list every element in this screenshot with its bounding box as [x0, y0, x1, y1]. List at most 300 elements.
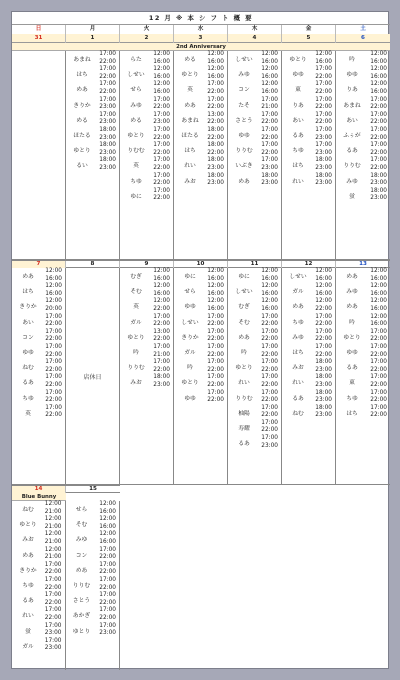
- shift-entry: [12, 298, 65, 313]
- staff-name: そむ: [238, 319, 250, 326]
- shift-end-time: 22:00: [99, 569, 116, 576]
- shift-end-time: 22:00: [370, 119, 387, 126]
- shift-times: [152, 173, 173, 188]
- staff-name: りりむ: [127, 365, 145, 372]
- staff-name: きりか: [19, 304, 37, 311]
- staff-name: ちゆ: [292, 319, 304, 326]
- shift-start-time: 17:00: [261, 157, 278, 164]
- shift-end-time: 22:00: [261, 397, 278, 404]
- shift-start-time: 17:00: [99, 607, 116, 614]
- staff-name: 吟: [187, 365, 193, 372]
- shift-end-time: 23:00: [315, 366, 332, 373]
- shift-times: [98, 592, 120, 607]
- shift-entry: [120, 298, 173, 313]
- staff-name: ゆゆ: [346, 350, 358, 357]
- shift-entry: [12, 359, 65, 374]
- shift-times: [368, 97, 390, 112]
- shift-times: [152, 188, 173, 203]
- shift-start-time: 17:00: [44, 637, 62, 644]
- staff-name: むぎ: [238, 304, 250, 311]
- shift-end-time: 22:00: [44, 614, 62, 621]
- shift-end-time: 16:00: [99, 523, 116, 530]
- shift-times: [260, 298, 281, 313]
- shift-end-time: 23:00: [99, 134, 116, 141]
- shift-entry: [228, 329, 281, 344]
- shift-times: [44, 501, 65, 516]
- staff-name: あかぎ: [72, 613, 91, 620]
- shift-times: [206, 344, 227, 359]
- shift-entry: [12, 623, 65, 638]
- day-cell: [228, 51, 282, 259]
- shift-entry: [336, 374, 390, 389]
- shift-entry: [228, 112, 281, 127]
- shift-start-time: 17:00: [99, 96, 116, 103]
- shift-end-time: 22:00: [153, 134, 170, 141]
- shift-times: [44, 283, 65, 298]
- shift-end-time: 22:00: [370, 381, 387, 388]
- shift-end-time: 22:00: [261, 149, 278, 156]
- shift-start-time: 17:00: [315, 142, 332, 149]
- shift-end-time: 16:00: [261, 88, 278, 95]
- shift-times: [98, 607, 120, 622]
- shift-start-time: 12:00: [261, 298, 278, 305]
- staff-name: みゆ: [346, 178, 358, 185]
- shift-start-time: 17:00: [153, 359, 170, 366]
- staff-name: めあ: [75, 567, 88, 574]
- shift-entry: [336, 298, 390, 313]
- staff-name: 蛍: [25, 628, 31, 635]
- shift-end-time: 22:00: [99, 599, 116, 606]
- shift-entry: [12, 607, 65, 622]
- staff-name: みゆ: [346, 289, 358, 296]
- shift-times: [98, 66, 119, 81]
- shift-start-time: 12:00: [153, 268, 170, 274]
- date-cell: 9: [120, 261, 174, 268]
- staff-name: れい: [292, 178, 304, 185]
- shift-end-time: 16:00: [315, 58, 332, 65]
- shift-times: [314, 142, 335, 157]
- shift-start-time: 17:00: [370, 96, 387, 103]
- shift-entry: [282, 405, 335, 420]
- shift-end-time: 22:00: [153, 180, 170, 187]
- shift-times: [44, 390, 65, 405]
- shift-times: [368, 81, 390, 96]
- shift-start-time: 12:00: [207, 268, 224, 274]
- shift-times: [206, 173, 227, 188]
- staff-name: ゆゆ: [346, 72, 358, 79]
- shift-start-time: 12:00: [99, 516, 116, 523]
- date-cell: 15: [89, 486, 97, 492]
- shift-start-time: 12:00: [153, 81, 170, 88]
- shift-entry: [120, 314, 173, 329]
- shift-start-time: 17:00: [153, 111, 170, 118]
- staff-name: るあ: [22, 598, 34, 605]
- shift-start-time: 17:00: [45, 359, 62, 366]
- shift-entry: [120, 188, 173, 203]
- shift-end-time: 22:00: [45, 336, 62, 343]
- shift-times: [368, 298, 390, 313]
- shift-end-time: 22:00: [44, 584, 62, 591]
- staff-name: みゆ: [292, 334, 304, 341]
- shift-start-time: 17:00: [207, 389, 224, 396]
- day-cell: [282, 268, 336, 484]
- shift-end-time: 22:00: [45, 366, 62, 373]
- shift-times: [314, 127, 335, 142]
- shift-start-time: 12:00: [45, 298, 62, 305]
- staff-name: れい: [292, 380, 304, 387]
- shift-start-time: 17:00: [261, 328, 278, 335]
- shift-times: [152, 97, 173, 112]
- shift-entry: [12, 547, 65, 562]
- shift-times: [260, 435, 281, 450]
- shift-end-time: 22:00: [153, 366, 170, 373]
- shift-end-time: 23:00: [315, 381, 332, 388]
- shift-start-time: 18:00: [99, 157, 116, 164]
- shift-times: [44, 638, 65, 653]
- shift-start-time: 17:00: [370, 142, 387, 149]
- shift-entry: [120, 374, 173, 389]
- shift-entry: [336, 405, 390, 420]
- shift-entry: [228, 142, 281, 157]
- shift-entry: [66, 531, 120, 546]
- staff-name: ゆゆ: [238, 133, 250, 140]
- staff-name: あい: [346, 117, 358, 124]
- shift-end-time: 22:00: [370, 134, 387, 141]
- shift-end-time: 16:00: [261, 58, 278, 65]
- shift-times: [314, 66, 335, 81]
- shift-times: [368, 188, 390, 203]
- shift-start-time: 13:00: [207, 111, 224, 118]
- shift-end-time: 22:00: [99, 614, 116, 621]
- shift-entry: [174, 81, 227, 96]
- shift-end-time: 16:00: [99, 508, 116, 515]
- staff-name: ゆとり: [289, 57, 307, 64]
- shift-end-time: 16:00: [153, 275, 170, 282]
- day-cell: [282, 51, 336, 259]
- shift-start-time: 12:00: [99, 501, 116, 507]
- shift-start-time: 13:00: [153, 328, 170, 335]
- shift-end-time: 22:00: [44, 599, 62, 606]
- shift-start-time: 12:00: [315, 298, 332, 305]
- day-cell: [228, 268, 282, 484]
- shift-times: [98, 142, 119, 157]
- shift-entry: [228, 127, 281, 142]
- staff-name: 東: [295, 87, 301, 94]
- date-cell: 7: [12, 261, 66, 268]
- shift-start-time: 17:00: [207, 313, 224, 320]
- shift-entry: [336, 314, 390, 329]
- shift-start-time: 17:00: [315, 111, 332, 118]
- staff-name: あまね: [343, 102, 361, 109]
- staff-name: コン: [22, 334, 34, 341]
- shift-start-time: 17:00: [44, 592, 62, 599]
- shift-start-time: 17:00: [153, 187, 170, 194]
- shift-end-time: 22:00: [261, 321, 278, 328]
- shift-entry: [12, 531, 65, 546]
- shift-start-time: 17:00: [153, 126, 170, 133]
- shift-entry: [174, 157, 227, 172]
- date-cell: 14: [12, 486, 66, 493]
- shift-times: [44, 268, 65, 283]
- shift-start-time: 12:00: [261, 268, 278, 274]
- shift-end-time: 16:00: [261, 73, 278, 80]
- shift-end-time: 22:00: [153, 164, 170, 171]
- staff-name: めあ: [22, 274, 34, 281]
- shift-end-time: 23:00: [315, 164, 332, 171]
- shift-entry: [12, 344, 65, 359]
- staff-name: めあ: [346, 274, 358, 281]
- shift-end-time: 22:00: [207, 88, 224, 95]
- shift-end-time: 22:00: [45, 351, 62, 358]
- shift-times: [152, 112, 173, 127]
- staff-name: ガル: [130, 319, 142, 326]
- shift-end-time: 16:00: [207, 290, 224, 297]
- event-banner-2nd-anniversary: 2nd Anniversary: [12, 43, 390, 51]
- staff-name: あまね: [181, 117, 199, 124]
- staff-name: りりむ: [72, 583, 91, 590]
- shift-start-time: 17:00: [44, 607, 62, 614]
- staff-name: るあ: [292, 395, 304, 402]
- shift-end-time: 23:00: [153, 381, 170, 388]
- staff-name: せら: [130, 87, 142, 94]
- shift-start-time: 12:00: [207, 298, 224, 305]
- day-cell: [174, 51, 228, 259]
- shift-end-time: 23:00: [315, 397, 332, 404]
- shift-start-time: 17:00: [45, 404, 62, 411]
- shift-end-time: 22:00: [153, 104, 170, 111]
- shift-start-time: 17:00: [153, 96, 170, 103]
- shift-start-time: 12:00: [44, 516, 62, 523]
- shift-end-time: 22:00: [315, 321, 332, 328]
- staff-name: めあ: [76, 87, 88, 94]
- date-cell: 1: [66, 34, 120, 43]
- staff-name: ねむ: [22, 507, 34, 514]
- staff-name: みゆ: [130, 102, 142, 109]
- shift-end-time: 16:00: [45, 290, 62, 297]
- staff-name: ねむ: [292, 410, 304, 417]
- shift-entry: [282, 51, 335, 66]
- day-cell: [336, 51, 390, 259]
- day-cell: [12, 51, 66, 259]
- shift-entry: [66, 501, 120, 516]
- shift-end-time: 22:00: [315, 305, 332, 312]
- shift-start-time: 17:00: [153, 313, 170, 320]
- shift-entry: [282, 283, 335, 298]
- shift-entry: [174, 173, 227, 188]
- shift-end-time: 22:00: [99, 554, 116, 561]
- shift-times: [260, 81, 281, 96]
- shift-start-time: 18:00: [315, 172, 332, 179]
- closed-label: 店休日: [83, 373, 102, 381]
- shift-start-time: 18:00: [370, 172, 387, 179]
- staff-name: ゆとり: [72, 628, 91, 635]
- shift-end-time: 16:00: [153, 290, 170, 297]
- shift-end-time: 22:00: [315, 336, 332, 343]
- shift-times: [368, 142, 390, 157]
- shift-end-time: 22:00: [207, 351, 224, 358]
- staff-name: さとう: [72, 598, 91, 605]
- shift-start-time: 17:00: [370, 111, 387, 118]
- day-cell: [12, 501, 66, 670]
- shift-entry: [228, 51, 281, 66]
- week2-dates: [12, 260, 390, 268]
- shift-start-time: 17:00: [261, 111, 278, 118]
- shift-end-time: 21:00: [44, 538, 62, 545]
- shift-entry: [120, 142, 173, 157]
- shift-entry: [174, 390, 227, 405]
- staff-name: 英: [187, 87, 193, 94]
- staff-name: ほたる: [73, 133, 91, 140]
- shift-start-time: 12:00: [153, 66, 170, 73]
- shift-times: [368, 359, 390, 374]
- shift-end-time: 22:00: [315, 119, 332, 126]
- shift-end-time: 16:00: [99, 538, 116, 545]
- shift-times: [314, 173, 335, 188]
- shift-times: [368, 344, 390, 359]
- staff-name: ゆゆ: [184, 395, 196, 402]
- shift-times: [152, 127, 173, 142]
- shift-start-time: 17:00: [261, 435, 278, 442]
- shift-start-time: 17:00: [370, 389, 387, 396]
- staff-name: ちゆ: [130, 178, 142, 185]
- shift-times: [98, 562, 120, 577]
- shift-entry: [228, 359, 281, 374]
- shift-end-time: 22:00: [370, 164, 387, 171]
- staff-name: はち: [346, 410, 358, 417]
- staff-name: るい: [76, 163, 88, 170]
- shift-times: [206, 127, 227, 142]
- week1-dates: [12, 34, 390, 43]
- shift-times: [368, 66, 390, 81]
- shift-times: [152, 329, 173, 344]
- shift-entry: [12, 405, 65, 420]
- shift-end-time: 22:00: [315, 104, 332, 111]
- shift-times: [152, 81, 173, 96]
- shift-entry: [174, 344, 227, 359]
- staff-name: ゆとり: [19, 522, 37, 529]
- shift-start-time: 12:00: [261, 51, 278, 57]
- staff-name: しせい: [235, 289, 253, 296]
- shift-end-time: 22:00: [370, 397, 387, 404]
- shift-end-time: 22:00: [207, 397, 224, 404]
- shift-start-time: 17:00: [261, 142, 278, 149]
- weekday-fri: 金: [282, 25, 336, 34]
- staff-name: めあ: [22, 552, 34, 559]
- shift-times: [44, 547, 65, 562]
- staff-name: めあ: [238, 178, 250, 185]
- shift-start-time: 18:00: [207, 142, 224, 149]
- shift-times: [368, 283, 390, 298]
- shift-start-time: 17:00: [45, 389, 62, 396]
- staff-name: ちゆ: [292, 148, 304, 155]
- staff-name: ゆゆ: [292, 72, 304, 79]
- shift-end-time: 23:00: [315, 149, 332, 156]
- staff-name: 吟: [133, 350, 139, 357]
- shift-end-time: 22:00: [153, 321, 170, 328]
- shift-times: [260, 359, 281, 374]
- staff-name: そむ: [130, 289, 142, 296]
- shift-end-time: 16:00: [153, 73, 170, 80]
- shift-times: [314, 112, 335, 127]
- shift-start-time: 17:00: [45, 313, 62, 320]
- shift-start-time: 17:00: [261, 126, 278, 133]
- shift-entry: [12, 390, 65, 405]
- shift-end-time: 22:00: [153, 149, 170, 156]
- staff-name: しせい: [289, 274, 307, 281]
- shift-entry: [66, 112, 119, 127]
- staff-name: ゆとり: [127, 334, 145, 341]
- shift-times: [314, 81, 335, 96]
- shift-end-time: 21:00: [44, 508, 62, 515]
- shift-times: [44, 531, 65, 546]
- staff-name: みお: [130, 380, 142, 387]
- shift-times: [368, 374, 390, 389]
- shift-start-time: 17:00: [207, 343, 224, 350]
- shift-entry: [120, 66, 173, 81]
- shift-start-time: 12:00: [261, 283, 278, 290]
- shift-entry: [282, 142, 335, 157]
- shift-entry: [120, 127, 173, 142]
- staff-name: きりか: [19, 567, 37, 574]
- shift-start-time: 17:00: [261, 404, 278, 411]
- day-cell: [336, 268, 390, 484]
- shift-times: [44, 562, 65, 577]
- shift-entry: [336, 188, 390, 203]
- shift-end-time: 22:00: [153, 336, 170, 343]
- shift-start-time: 12:00: [315, 283, 332, 290]
- shift-start-time: 17:00: [153, 172, 170, 179]
- shift-times: [206, 51, 227, 66]
- weekday-wed: 水: [174, 25, 228, 34]
- shift-entry: [120, 112, 173, 127]
- shift-times: [152, 374, 173, 389]
- shift-end-time: 22:00: [44, 569, 62, 576]
- date-cell: 12: [282, 261, 336, 268]
- shift-start-time: 12:00: [261, 66, 278, 73]
- shift-start-time: 18:00: [207, 126, 224, 133]
- staff-name: るあ: [238, 441, 250, 448]
- shift-start-time: 17:00: [370, 126, 387, 133]
- shift-end-time: 22:00: [207, 119, 224, 126]
- shift-end-time: 22:00: [207, 149, 224, 156]
- shift-start-time: 17:00: [99, 576, 116, 583]
- shift-times: [314, 51, 335, 66]
- shift-end-time: 22:00: [370, 104, 387, 111]
- shift-times: [152, 298, 173, 313]
- shift-end-time: 22:00: [207, 104, 224, 111]
- shift-end-time: 22:00: [99, 88, 116, 95]
- shift-times: [314, 314, 335, 329]
- shift-entry: [66, 547, 120, 562]
- shift-end-time: 16:00: [370, 73, 387, 80]
- shift-start-time: 12:00: [261, 81, 278, 88]
- shift-start-time: 12:00: [207, 66, 224, 73]
- staff-name: きりか: [73, 102, 91, 109]
- staff-name: るあ: [346, 365, 358, 372]
- shift-end-time: 22:00: [261, 427, 278, 434]
- shift-times: [44, 298, 65, 313]
- shift-times: [206, 97, 227, 112]
- staff-name: るあ: [292, 133, 304, 140]
- weekday-thu: 木: [228, 25, 282, 34]
- shift-times: [368, 112, 390, 127]
- shift-times: [206, 359, 227, 374]
- shift-entry: [228, 268, 281, 283]
- shift-times: [260, 344, 281, 359]
- shift-start-time: 17:00: [99, 546, 116, 553]
- shift-end-time: 22:00: [370, 366, 387, 373]
- day-cell: [66, 51, 120, 259]
